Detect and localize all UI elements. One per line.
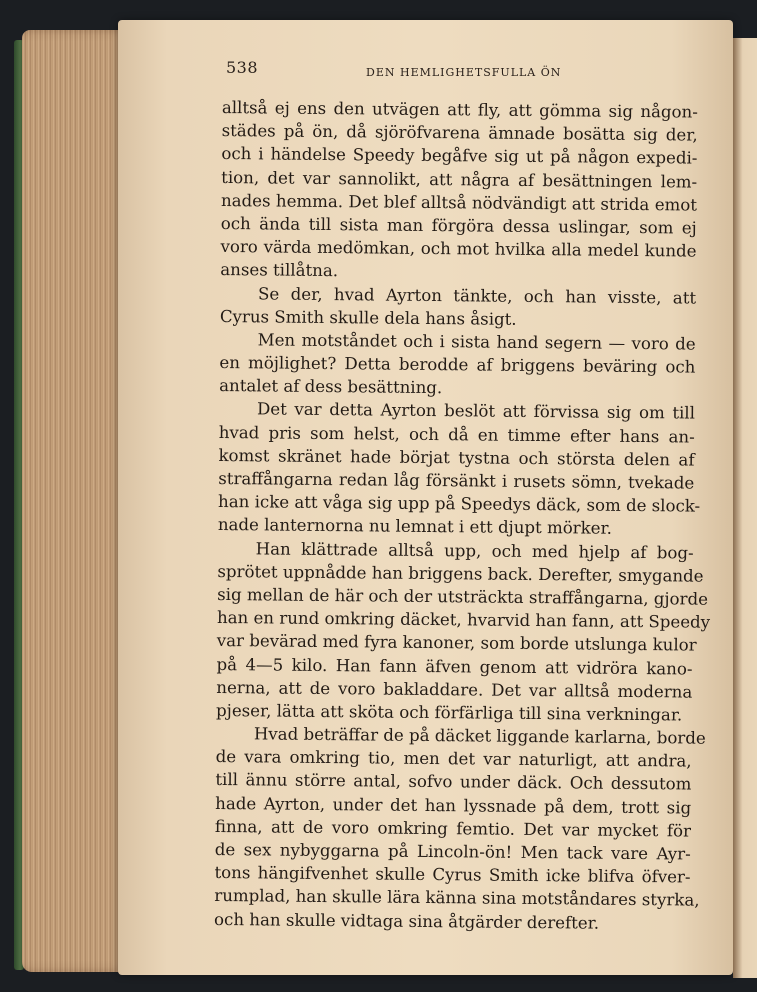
- text-line: Hvad beträffar de på däcket liggande karlarna, borde: [253, 724, 706, 748]
- text-line: hade Ayrton, under det han lyssnade på dem, trott sig: [215, 793, 692, 818]
- paragraph: [214, 722, 706, 935]
- text-line: var bevärad med fyra kanoner, som borde utslunga kulor: [216, 631, 697, 655]
- text-line: på 4—5 kilo. Han fann äfven genom att vidröra kano-: [216, 654, 693, 679]
- text-line: finna, att de voro omkring femtio. Det var mycket för: [214, 816, 692, 841]
- text-line: de vara omkring tio, men det var naturligt, att andra,: [215, 747, 692, 771]
- text-line: han icke att våga sig upp på Speedys däck, som de slock-: [218, 492, 701, 516]
- paragraph: [220, 96, 698, 286]
- text-line: Det var detta Ayrton beslöt att förvissa sig om till: [256, 399, 696, 423]
- paragraph: [217, 397, 701, 541]
- text-line: och i händelse Speedy begåfve sig ut på någon expedi-: [221, 144, 698, 168]
- text-line: Han klättrade alltså upp, och med hjelp af bog-: [255, 538, 694, 563]
- text-line: städes på ön, då sjöröfvarena ämnade bosätta sig der,: [221, 121, 698, 145]
- text-line: Cyrus Smith skulle dela hans åsigt.: [219, 306, 517, 329]
- text-line: pjeser, lätta att sköta och förfärliga till sina verkningar.: [216, 700, 683, 725]
- text-line: till ännu större antal, sofvo under däck. Och dessutom: [215, 770, 692, 794]
- text-line: Se der, hvad Ayrton tänkte, och han visste, att: [258, 283, 697, 308]
- text-line: hvad pris som helst, och då en timme efter hans an-: [218, 422, 695, 447]
- page-number: 538: [226, 58, 259, 77]
- text-line: sig mellan de här och der utsträckta straffångarna, gjorde: [217, 584, 709, 609]
- text-line: anses tillåtna.: [220, 260, 339, 281]
- text-line: alltså ej ens den utvägen att fly, att gömma sig någon-: [221, 97, 698, 122]
- body-text: [214, 96, 711, 935]
- text-line: nade lanternorna nu lemnat i ett djupt mörker.: [217, 515, 613, 539]
- text-line: och han skulle vidtaga sina åtgärder derefter.: [214, 909, 600, 933]
- text-line: komst skränet hade börjat tystna och största delen af: [218, 445, 695, 470]
- text-line: och ända till sista man förgöra dessa uslingar, som ej: [220, 213, 697, 238]
- text-line: antalet af dess besättning.: [219, 376, 443, 398]
- text-line: tion, det var sannolikt, att några af besättningen lem-: [221, 167, 698, 192]
- text-line: han en rund omkring däcket, hvarvid han fann, att Speedy: [216, 608, 711, 632]
- text-line: tons hängifvenhet skulle Cyrus Smith icke blifva öfver-: [214, 863, 691, 887]
- facing-page-edge: [733, 38, 757, 978]
- text-line: en möjlighet? Detta berodde af briggens beväring och: [219, 353, 696, 377]
- running-title: DEN HEMLIGHETSFULLA ÖN: [366, 66, 562, 79]
- paragraph: [219, 328, 696, 402]
- text-line: sprötet uppnådde han briggens back. Derefter, smygande: [217, 561, 704, 586]
- text-line: de sex nybyggarna på Lincoln-ön! Men tack vare Ayr-: [214, 839, 691, 864]
- paragraph: [220, 281, 696, 332]
- text-line: rumplad, han skulle lära känna sina motståndares styrka,: [214, 886, 700, 910]
- paragraph: [216, 537, 711, 727]
- text-line: Men motståndet och i sista hand segern — voro de: [257, 330, 696, 354]
- text-line: voro värda medömkan, och mot hvilka alla medel kunde: [220, 237, 697, 261]
- text-line: nerna, att de voro bakladdare. Det var alltså moderna: [216, 677, 693, 702]
- text-line: straffångarna redan låg försänkt i rusets sömn, tvekade: [218, 468, 695, 493]
- page-edges: [22, 30, 130, 972]
- running-head: [226, 56, 626, 82]
- text-line: nades hemma. Det blef alltså nödvändigt att strida emot: [220, 190, 698, 215]
